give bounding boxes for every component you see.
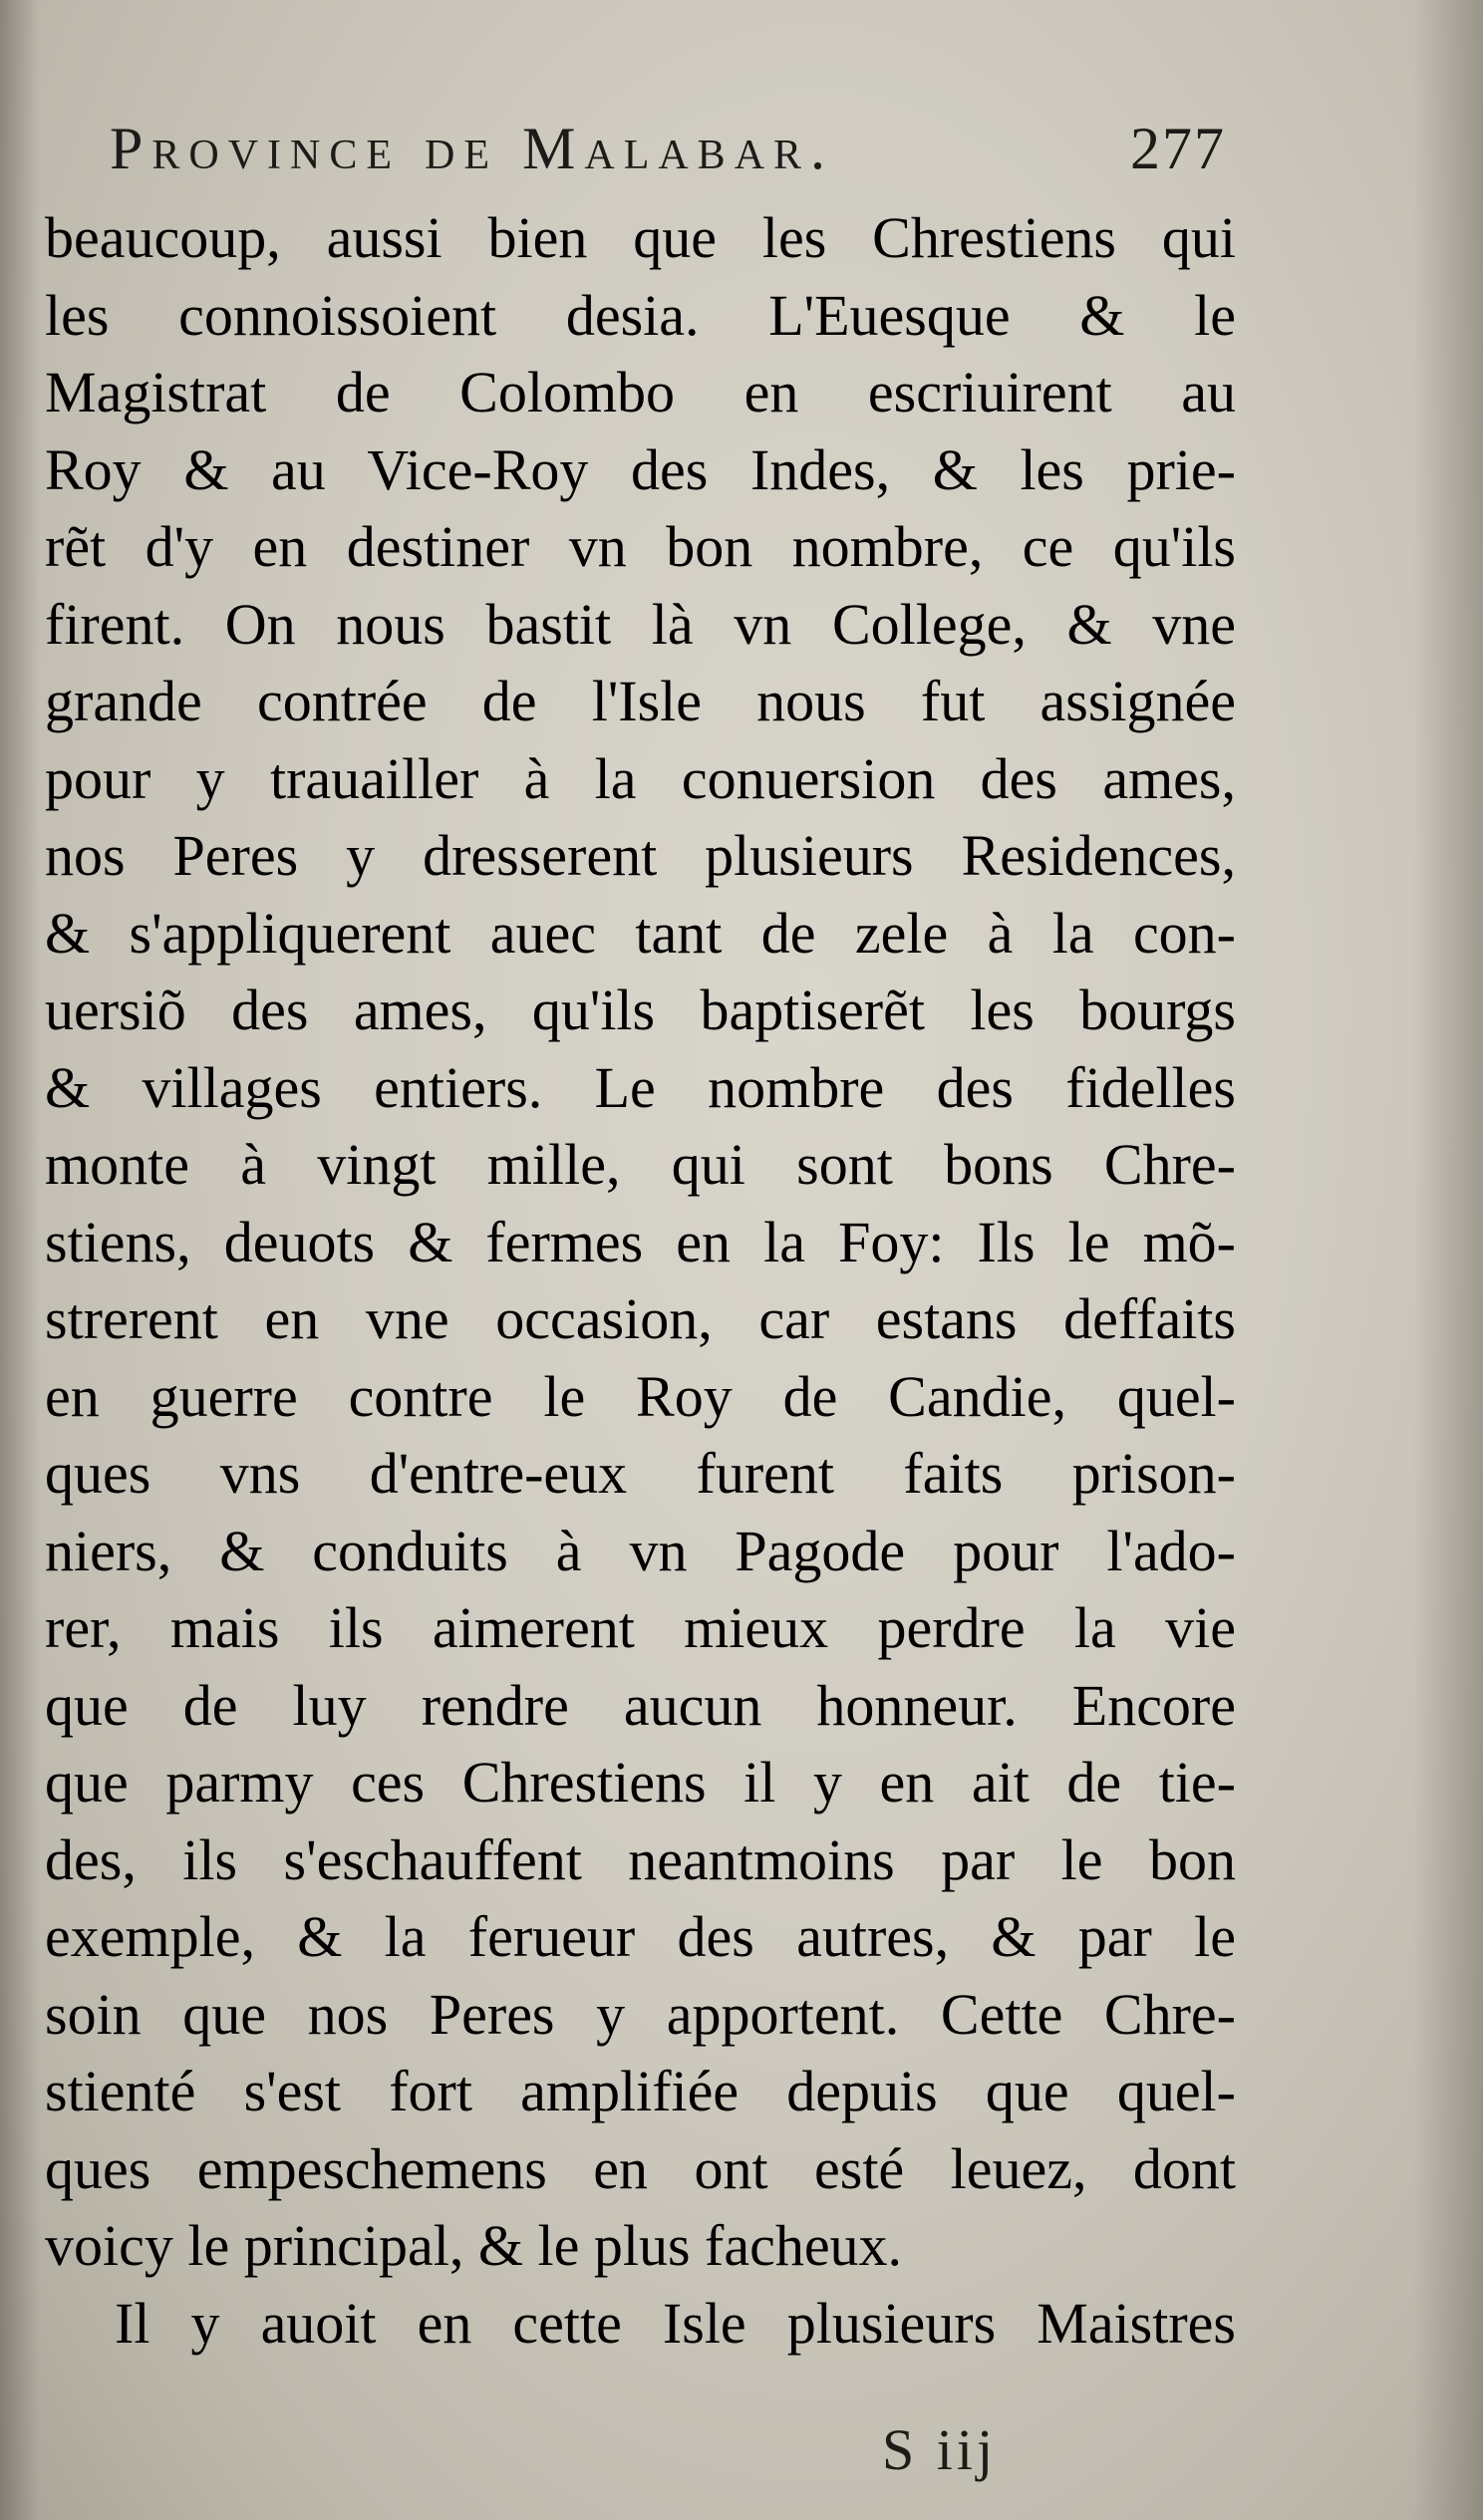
text-line: des, ils s'eschauffent neantmoins par le bon xyxy=(45,1826,1236,1892)
body-text xyxy=(45,199,1236,2362)
text-line: firent. On nous bastit là vn College, & vne xyxy=(45,591,1236,657)
running-title: Province de Malabar. xyxy=(110,116,835,181)
text-line: stienté s'est fort amplifiée depuis que quel- xyxy=(45,2059,1236,2123)
text-line: stiens, deuots & fermes en la Foy: Ils le mõ- xyxy=(45,1209,1236,1274)
text-line: nos Peres y dresserent plusieurs Residences, xyxy=(45,823,1236,888)
text-line: que parmy ces Chrestiens il y en ait de tie- xyxy=(45,1750,1236,1815)
text-line: ques empeschemens en ont esté leuez, dont xyxy=(45,2135,1236,2201)
text-line: strerent en vne occasion, car estans deffaits xyxy=(45,1286,1236,1351)
text-line: grande contrée de l'Isle nous fut assignée xyxy=(45,669,1236,733)
text-line: ques vns d'entre-eux furent faits prison- xyxy=(45,1441,1236,1506)
page-number: 277 xyxy=(1130,116,1226,181)
signature-mark: S iij xyxy=(882,2417,998,2482)
text-line: les connoissoient desia. L'Euesque & le xyxy=(45,282,1236,348)
text-line: soin que nos Peres y apportent. Cette Chre- xyxy=(45,1981,1236,2047)
page-shadow-right xyxy=(1413,0,1483,2520)
text-line: uersiõ des ames, qu'ils baptiserẽt les bourgs xyxy=(45,978,1236,1042)
running-head xyxy=(110,115,1226,194)
text-line: Magistrat de Colombo en escriuirent au xyxy=(45,360,1236,424)
text-line: niers, & conduits à vn Pagode pour l'ado- xyxy=(45,1518,1236,1583)
text-line: pour y trauailler à la conuersion des ames, xyxy=(45,745,1236,811)
text-line: beaucoup, aussi bien que les Chrestiens qui xyxy=(45,205,1236,270)
text-line: rẽt d'y en destiner vn bon nombre, ce qu'ils xyxy=(45,514,1236,579)
text-line: rer, mais ils aimerent mieux perdre la vie xyxy=(45,1595,1236,1660)
page-shadow-left xyxy=(0,0,40,2520)
text-line: voicy le principal, & le plus facheux. xyxy=(45,2213,903,2278)
text-line-paragraph-start: Il y auoit en cette Isle plusieurs Maistres xyxy=(115,2290,1236,2356)
text-line: exemple, & la ferueur des autres, & par le xyxy=(45,1904,1236,1969)
text-line: & villages entiers. Le nombre des fidelles xyxy=(45,1054,1236,1120)
text-line: que de luy rendre aucun honneur. Encore xyxy=(45,1672,1236,1738)
text-line: en guerre contre le Roy de Candie, quel- xyxy=(45,1363,1236,1429)
text-line: Roy & au Vice-Roy des Indes, & les prie- xyxy=(45,436,1236,502)
text-line: & s'appliquerent auec tant de zele à la con- xyxy=(45,900,1236,966)
text-line: monte à vingt mille, qui sont bons Chre- xyxy=(45,1132,1236,1197)
